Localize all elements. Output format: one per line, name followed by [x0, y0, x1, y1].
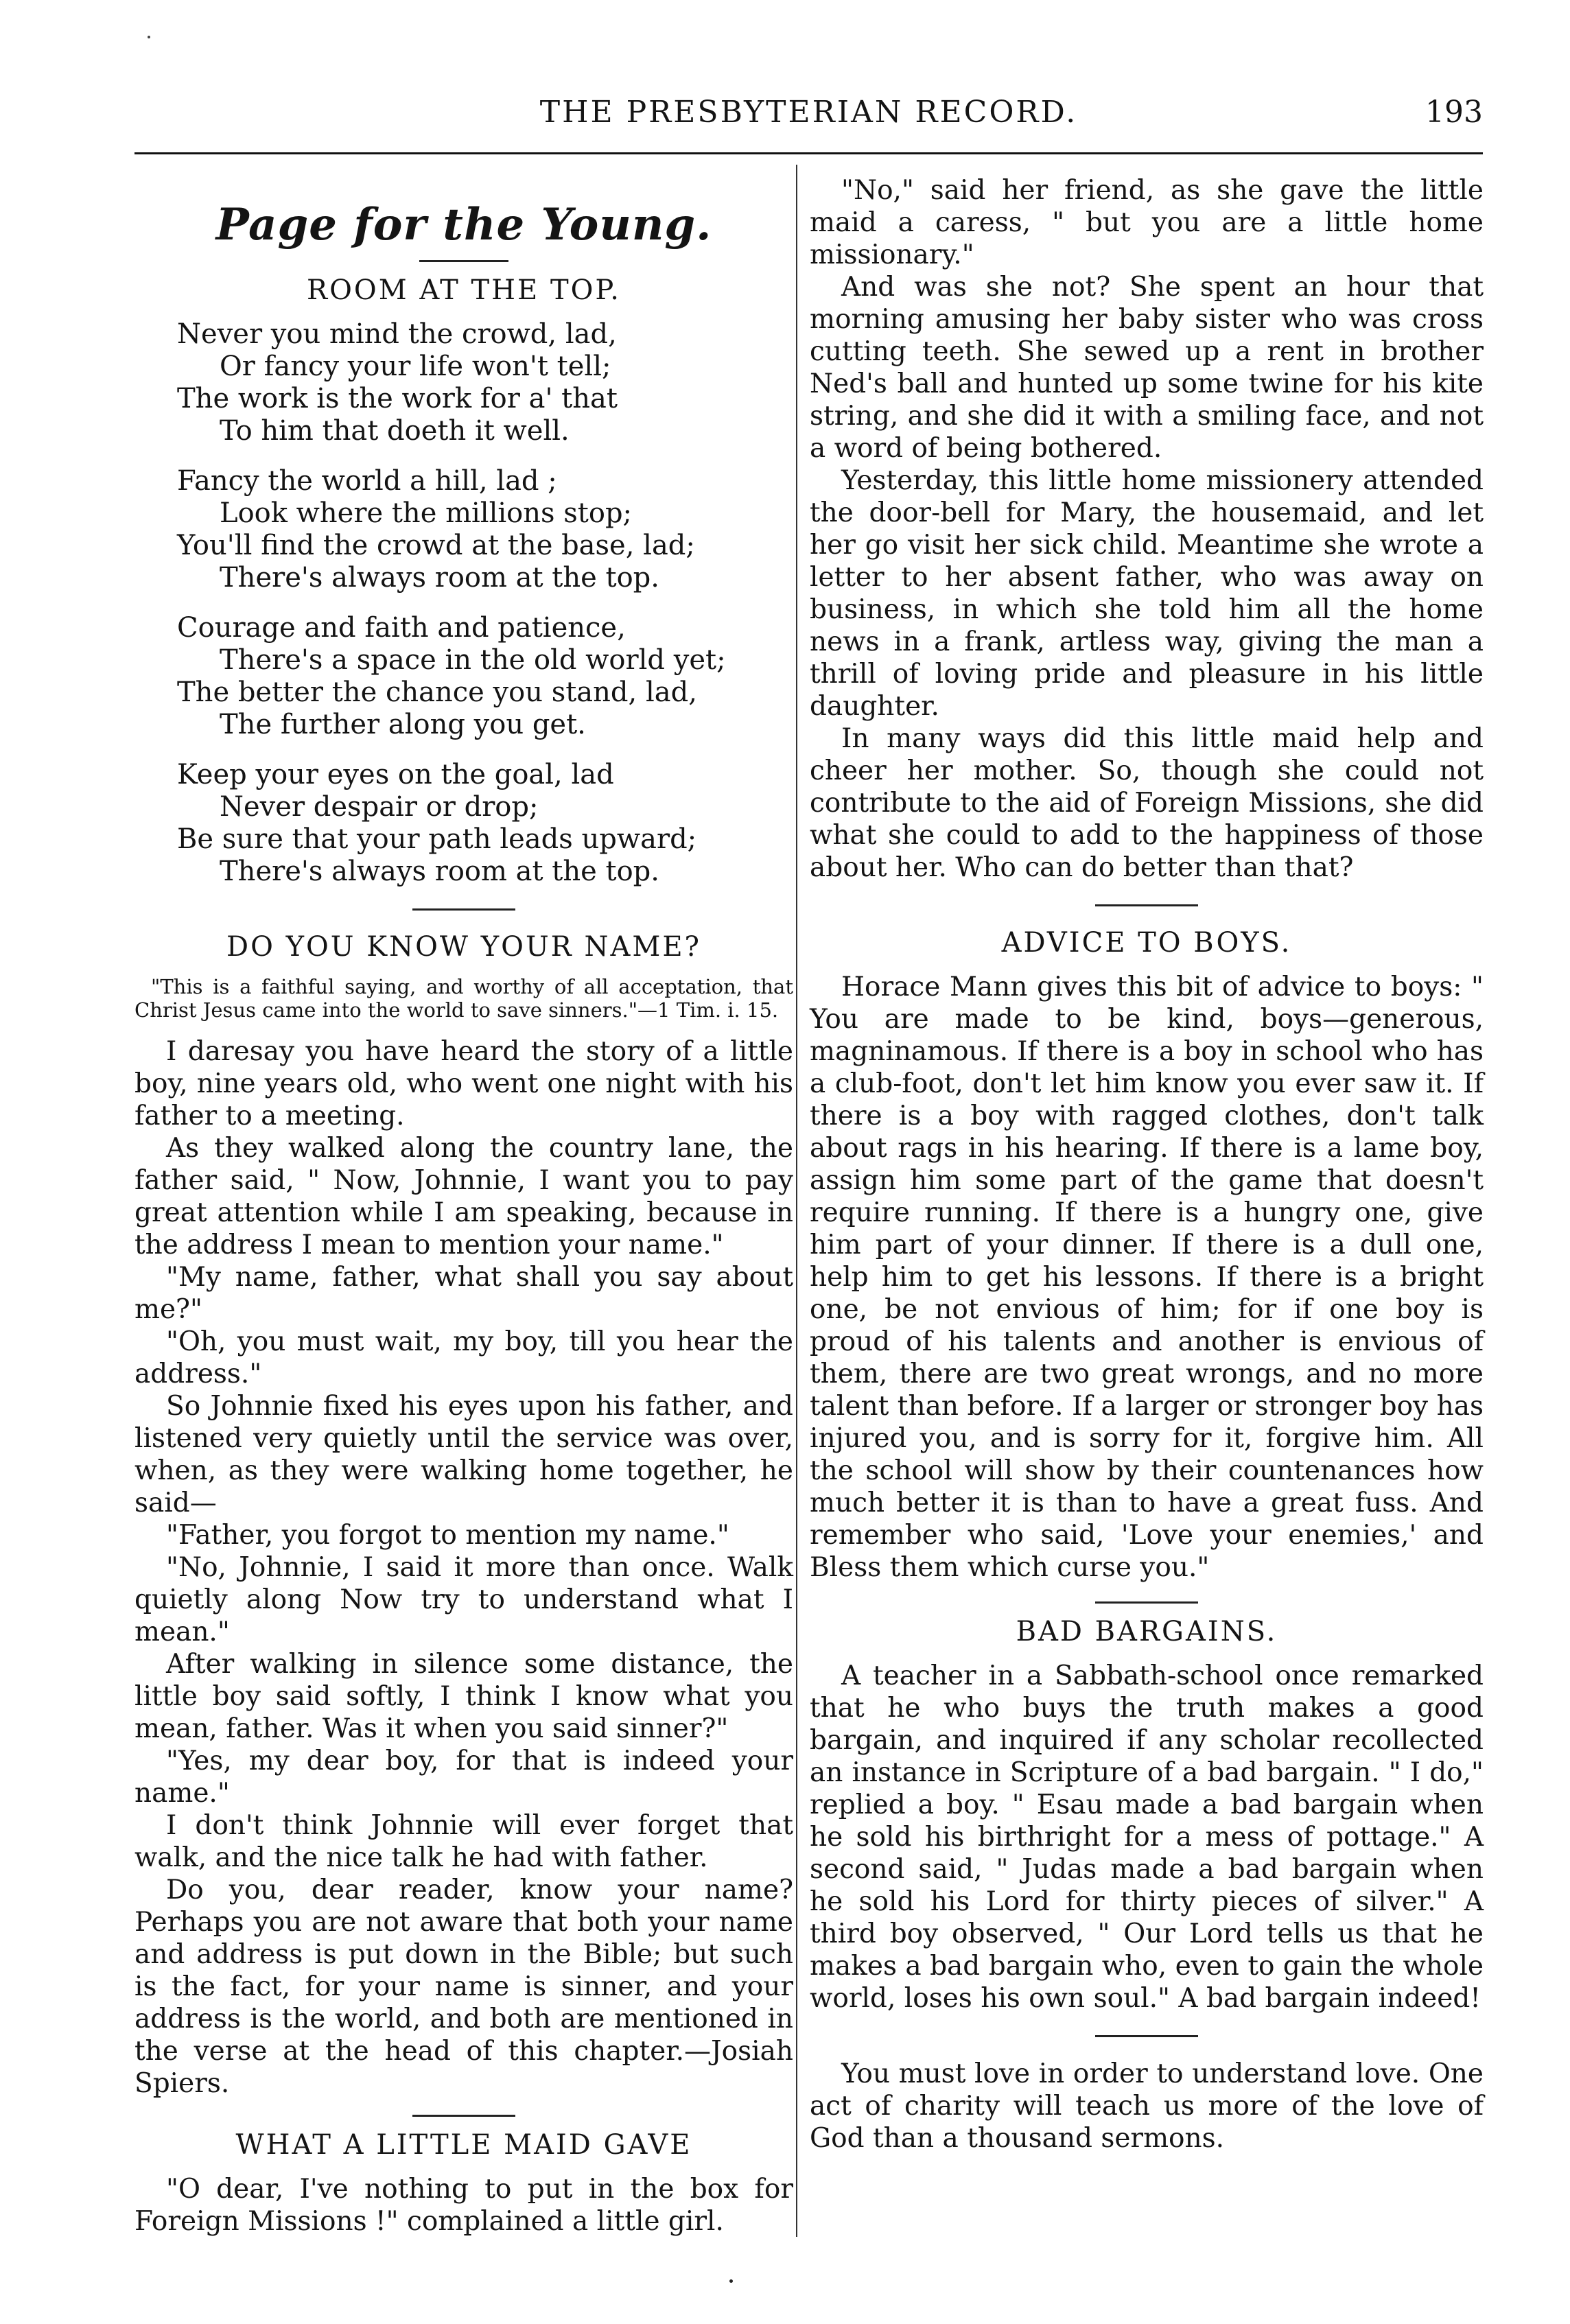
paragraph: "No," said her friend, as she gave the little maid a caress, " but you are a little home missionary." [810, 175, 1484, 270]
paragraph: "Yes, my dear boy, for that is indeed your name." [134, 1746, 793, 1809]
paragraph: In many ways did this little maid help and cheer her mother. So, though she could not contribute to the aid of Foreign Missions, she did what she could to add to the happiness of those about her. Who can do better than that? [810, 723, 1484, 883]
poem-line: The further along you get. [220, 709, 586, 740]
poem-title: ROOM AT THE TOP. [307, 274, 621, 306]
paragraph: "My name, father, what shall you say about me?" [134, 1262, 793, 1325]
closing-paragraph: You must love in order to understand love. One act of charity will teach us more of the love of God than a thousand sermons. [810, 2058, 1484, 2154]
paragraph: Horace Mann gives this bit of advice to boys: " You are made to be kind, boys—generous, magninamous. If there is a boy in school who has a club-foot, don't let him know you ever saw it. If there is a boy with ragged clothes, don't talk about rags in his hearing. If there is a lame boy, assign him some part of the game that doesn't require running. If there is a hungry one, give him part of your dinner. If there is a dull one, help him to get his lessons. If there is a bright one, be not envious of him; for if one boy is proud of his talents and another is envious of them, there are two great wrongs, and no more talent than before. If a larger or stronger boy has injured you, and is sorry for it, forgive him. All the school will show by their countenances how much better it is than to have a great fuss. And remember who said, 'Love your enemies,' and Bless them which curse you." [810, 972, 1484, 1583]
section-separator [1095, 2035, 1198, 2037]
column-divider [796, 165, 797, 2237]
poem-line: There's always room at the top. [220, 856, 659, 887]
heading-rule [419, 260, 508, 262]
section-separator [412, 2115, 515, 2117]
poem-line: Never you mind the crowd, lad, [177, 318, 617, 350]
scripture-epigraph: "This is a faithful saying, and worthy of all acceptation, that Christ Jesus came into the world to save sinners."—1 Tim. i. 15. [134, 975, 793, 1022]
bargains-title: BAD BARGAINS. [1016, 1616, 1278, 1647]
page-heading: Page for the Young. [215, 199, 712, 250]
print-speck [729, 2279, 733, 2283]
section-separator [412, 908, 515, 911]
poem-line: Never despair or drop; [220, 791, 539, 823]
right-column [810, 165, 1484, 2155]
poem-stanza [177, 465, 793, 594]
paragraph: "Father, you forgot to mention my name." [166, 1520, 729, 1551]
journal-title: THE PRESBYTERIAN RECORD. [539, 95, 1078, 130]
paragraph: Do you, dear reader, know your name? Perhaps you are not aware that both your name and address is put down in the Bible; but such is the fact, for your name is sinner, and your address is the world, and both are mentioned in the verse at the head of this chapter.—Josiah Spiers. [134, 1875, 793, 2099]
poem-line: Or fancy your life won't tell; [220, 351, 611, 382]
poem-line: Keep your eyes on the goal, lad [177, 759, 614, 790]
poem-stanza [177, 612, 793, 741]
paragraph: And was she not? She spent an hour that morning amusing her baby sister who was cross cutting teeth. She sewed up a rent in brother Ned's ball and hunted up some twine for his kite string, and she did it with a smiling face, and not a word of being bothered. [810, 272, 1484, 464]
paragraph: I daresay you have heard the story of a little boy, nine years old, who went one night with his father to a meeting. [134, 1036, 793, 1131]
paragraph: I don't think Johnnie will ever forget that walk, and the nice talk he had with father. [134, 1810, 793, 1873]
header-rule [134, 152, 1483, 154]
poem-line: There's always room at the top. [220, 562, 659, 594]
poem-line: You'll find the crowd at the base, lad; [177, 530, 695, 561]
print-speck [148, 36, 150, 38]
poem-line: The work is the work for a' that [177, 383, 618, 414]
page-number: 193 [1425, 95, 1483, 130]
story-title: DO YOU KNOW YOUR NAME? [226, 931, 701, 963]
section-separator [1095, 1601, 1198, 1604]
poem-line: To him that doeth it well. [220, 415, 570, 447]
advice-title: ADVICE TO BOYS. [1001, 927, 1292, 959]
paragraph: "O dear, I've nothing to put in the box for Foreign Missions !" complained a little girl. [134, 2174, 793, 2237]
running-header [134, 81, 1483, 136]
poem-line: There's a space in the old world yet; [220, 644, 726, 676]
paragraph: As they walked along the country lane, the father said, " Now, Johnnie, I want you to pay great attention while I am speaking, because in the address I mean to mention your name." [134, 1133, 793, 1260]
poem-line: Fancy the world a hill, lad ; [177, 465, 557, 497]
paragraph: Yesterday, this little home missionery attended the door-bell for Mary, the housemaid, and let her go visit her sick child. Meantime she wrote a letter to her absent father, who was away on business, in which she told him all the home news in a frank, artless way, giving the man a thrill of loving pride and pleasure in his little daughter. [810, 465, 1484, 722]
poem-stanza [177, 318, 793, 447]
poem-line: Courage and faith and patience, [177, 612, 626, 644]
poem-line: Be sure that your path leads upward; [177, 823, 697, 855]
paragraph: "No, Johnnie, I said it more than once. Walk quietly along Now try to understand what I mean." [134, 1552, 793, 1647]
poem-line: The better the chance you stand, lad, [177, 677, 697, 708]
left-column [134, 165, 793, 2238]
section-separator [1095, 904, 1198, 906]
paragraph: A teacher in a Sabbath-school once remarked that he who buys the truth makes a good bargain, and inquired if any scholar recollected an instance in Scripture of a bad bargain. " I do," replied a boy. " Esau made a bad bargain when he sold his birthright for a mess of pottage." A second said, " Judas made a bad bargain when he sold his Lord for thirty pieces of silver." A third boy observed, " Our Lord tells us that he makes a bad bargain who, even to gain the whole world, loses his own soul." A bad bargain indeed! [810, 1660, 1484, 2014]
story-title: WHAT A LITTLE MAID GAVE [235, 2129, 692, 2161]
poem [177, 318, 793, 888]
poem-stanza [177, 759, 793, 888]
paragraph: So Johnnie fixed his eyes upon his father, and listened very quietly until the service was over, when, as they were walking home together, he said— [134, 1391, 793, 1518]
poem-line: Look where the millions stop; [220, 497, 633, 529]
paragraph: "Oh, you must wait, my boy, till you hear the address." [134, 1326, 793, 1389]
paragraph: After walking in silence some distance, the little boy said softly, I think I know what you mean, father. Was it when you said sinner?" [134, 1649, 793, 1744]
